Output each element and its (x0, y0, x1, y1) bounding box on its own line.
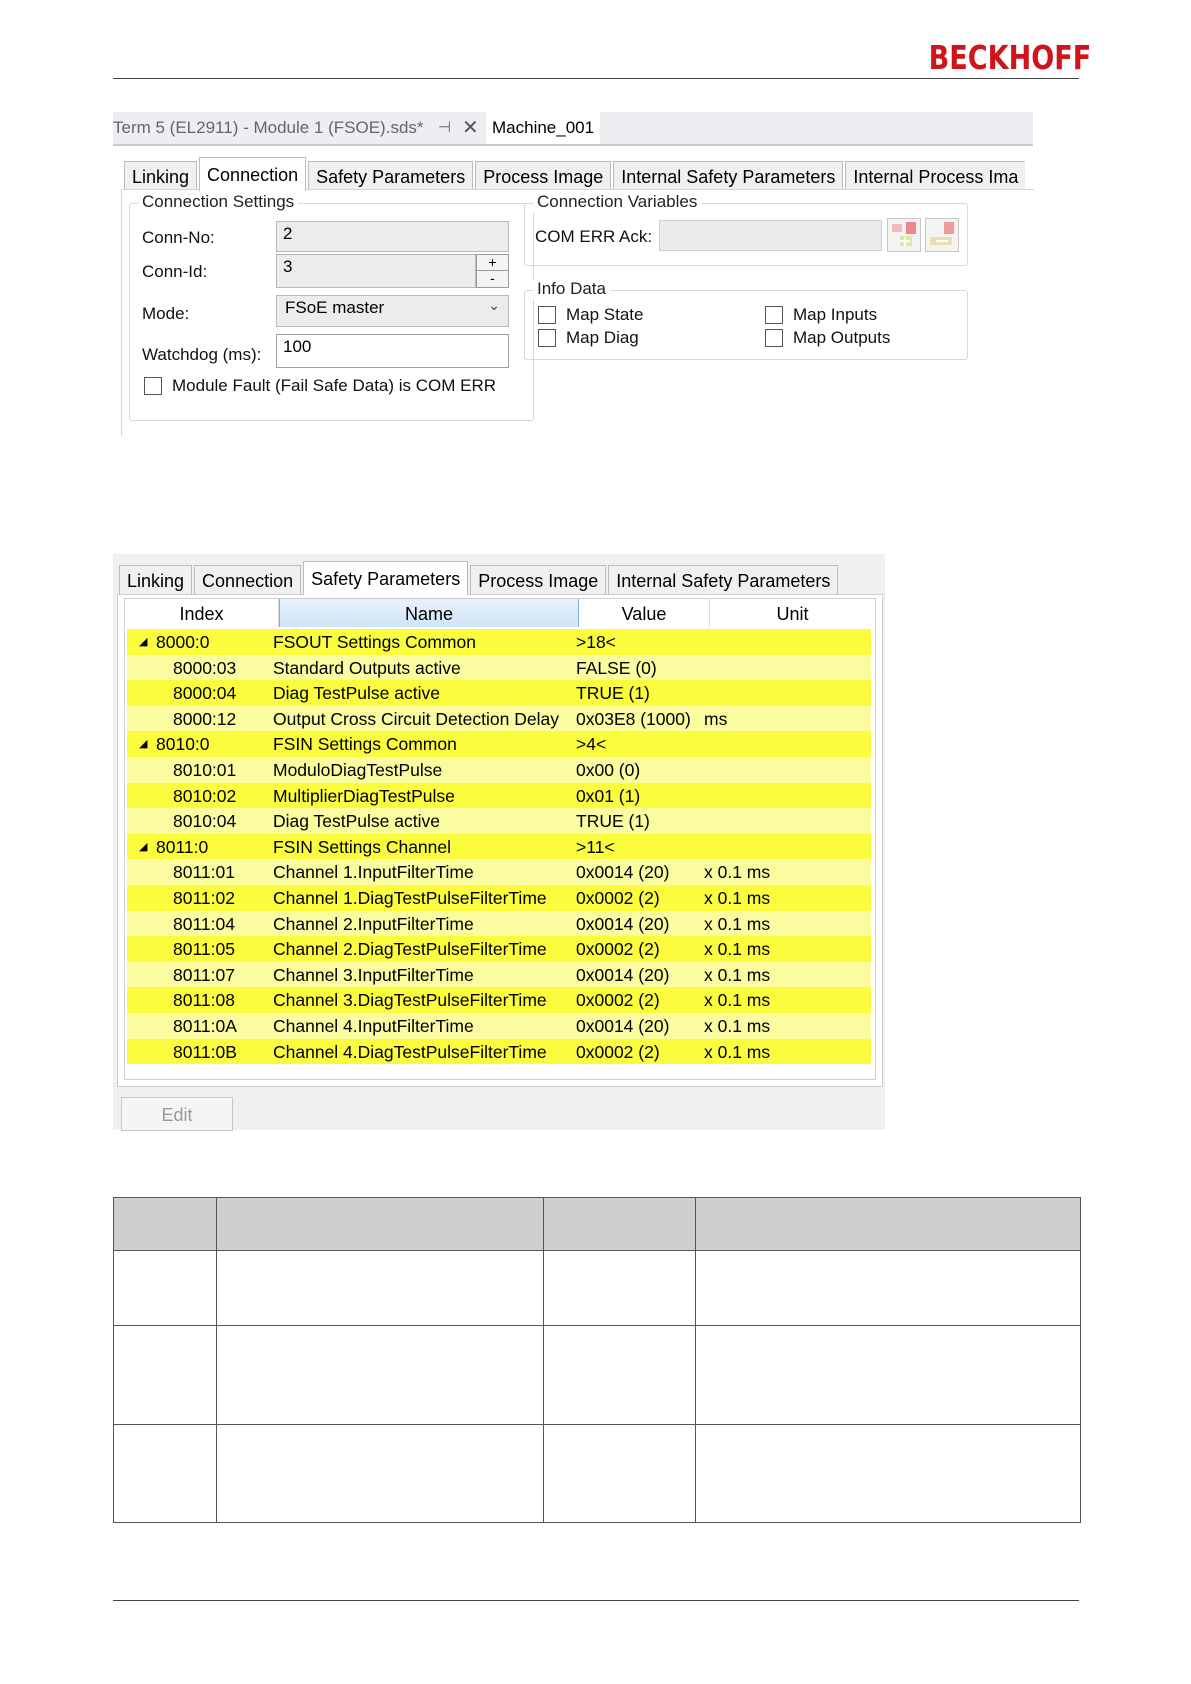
name-cell: Output Cross Circuit Detection Delay (273, 708, 559, 729)
index-cell: 8010:02 (173, 785, 237, 806)
table-row[interactable] (127, 629, 871, 655)
tab-connection[interactable]: Connection (199, 157, 306, 191)
value-cell: 0x01 (1) (576, 785, 641, 806)
tab-internal-safety-parameters[interactable]: Internal Safety Parameters (613, 161, 843, 190)
edit-button[interactable]: Edit (121, 1097, 233, 1131)
connection-settings-title: Connection Settings (138, 192, 298, 212)
add-link-icon (888, 219, 920, 251)
name-cell: FSOUT Settings Common (273, 632, 476, 652)
table-row[interactable] (127, 680, 871, 706)
table-row[interactable] (127, 859, 871, 885)
connection-settings-group (129, 192, 534, 421)
name-cell: Diag TestPulse active (273, 683, 440, 704)
index-cell: 8011:02 (173, 888, 235, 908)
tab-internal-safety-parameters[interactable]: Internal Safety Parameters (608, 565, 838, 594)
value-cell: 0x0002 (2) (576, 1041, 660, 1062)
table-cell (696, 1326, 1081, 1425)
connection-variables-title: Connection Variables (533, 192, 701, 212)
index-cell: 8011:0B (173, 1041, 237, 1062)
name-cell: FSIN Settings Channel (273, 836, 452, 857)
index-cell: 8000:12 (173, 708, 237, 729)
index-cell: 8000:03 (173, 657, 237, 678)
value-cell: 0x0014 (20) (576, 964, 670, 985)
column-header-value[interactable]: Value (579, 599, 710, 627)
table-header-row (114, 1198, 1081, 1251)
module-fault-label: Module Fault (Fail Safe Data) is COM ERR (172, 376, 497, 395)
connection-tab-strip (124, 161, 1027, 191)
pin-icon[interactable]: ⊣ (438, 119, 452, 136)
tab-process-image[interactable]: Process Image (475, 161, 611, 190)
value-cell: FALSE (0) (576, 657, 657, 678)
document-tab-machine[interactable]: Machine_001 (486, 112, 600, 144)
name-cell: Channel 4.DiagTestPulseFilterTime (273, 1041, 547, 1062)
table-cell (544, 1425, 696, 1523)
column-header-unit[interactable]: Unit (710, 599, 875, 627)
expand-triangle-icon[interactable]: ◢ (139, 840, 148, 853)
safety-parameters-screenshot (113, 554, 885, 1130)
table-row[interactable] (127, 987, 871, 1013)
index-cell: 8011:0A (173, 1016, 237, 1036)
parameter-description-table (113, 1197, 1081, 1523)
value-cell: 0x0002 (2) (576, 888, 660, 908)
value-cell: TRUE (1) (576, 811, 650, 832)
name-cell: Channel 4.InputFilterTime (273, 1016, 474, 1036)
connection-panel (121, 189, 1034, 436)
close-icon[interactable]: ✕ (462, 117, 479, 139)
expand-triangle-icon[interactable]: ◢ (139, 636, 148, 648)
table-cell (217, 1251, 544, 1326)
table-row[interactable] (127, 834, 871, 860)
conn-no-label: Conn-No: (142, 228, 215, 247)
table-header-cell (544, 1198, 696, 1251)
header-rule (113, 78, 1079, 79)
value-cell: TRUE (1) (576, 683, 650, 704)
document-tab-module[interactable]: Term 5 (EL2911) - Module 1 (FSOE).sds* (113, 118, 424, 137)
map-diag-label: Map Diag (566, 328, 639, 347)
mode-label: Mode: (142, 304, 190, 323)
table-header-cell (217, 1198, 544, 1251)
map-outputs-checkbox[interactable] (765, 329, 783, 347)
unit-cell: ms (704, 708, 728, 729)
com-err-ack-field (659, 220, 882, 251)
value-cell: 0x0014 (20) (576, 913, 670, 934)
unit-cell: x 0.1 ms (704, 862, 771, 883)
unit-cell: x 0.1 ms (704, 1041, 771, 1062)
conn-no-field: 2 (276, 221, 509, 252)
name-cell: Diag TestPulse active (273, 811, 440, 832)
table-cell (114, 1326, 217, 1425)
unit-cell: x 0.1 ms (704, 913, 771, 934)
mode-value: FSoE master (285, 298, 385, 317)
safety-tab-strip (119, 565, 840, 595)
index-cell: 8011:07 (173, 964, 235, 985)
table-header-cell (114, 1198, 217, 1251)
column-header-index[interactable]: Index (125, 599, 279, 627)
index-cell: 8010:0 (156, 734, 210, 755)
chevron-down-icon: ⌄ (488, 297, 500, 313)
map-state-label: Map State (566, 305, 644, 324)
map-outputs-label: Map Outputs (793, 328, 891, 347)
footer-rule (113, 1600, 1079, 1601)
table-row[interactable] (127, 962, 871, 988)
connection-variables-group (524, 192, 968, 266)
conn-id-label: Conn-Id: (142, 262, 208, 281)
column-header-name[interactable]: Name (279, 599, 579, 627)
safety-parameter-grid (124, 598, 876, 1080)
name-cell: Standard Outputs active (273, 657, 461, 678)
table-row (114, 1425, 1081, 1523)
watchdog-label: Watchdog (ms): (142, 345, 262, 364)
table-cell (696, 1425, 1081, 1523)
table-row[interactable] (127, 757, 871, 783)
table-cell (114, 1251, 217, 1326)
name-cell: Channel 2.InputFilterTime (273, 913, 474, 934)
table-row (114, 1326, 1081, 1425)
index-cell: 8011:08 (173, 990, 235, 1011)
index-cell: 8000:04 (173, 683, 237, 704)
index-cell: 8011:01 (173, 862, 235, 883)
tab-safety-parameters[interactable]: Safety Parameters (303, 561, 468, 595)
table-row[interactable] (127, 911, 871, 937)
conn-id-stepper[interactable] (476, 254, 509, 288)
table-row (114, 1251, 1081, 1326)
connection-screenshot (113, 112, 1033, 435)
com-err-ack-label: COM ERR Ack: (535, 227, 653, 246)
value-cell: >18< (576, 632, 616, 652)
index-cell: 8010:04 (173, 811, 237, 832)
table-cell (696, 1251, 1081, 1326)
name-cell: ModuloDiagTestPulse (273, 760, 443, 780)
table-cell (217, 1326, 544, 1425)
table-cell (544, 1251, 696, 1326)
map-diag-checkbox[interactable] (538, 329, 556, 347)
name-cell: MultiplierDiagTestPulse (273, 785, 455, 806)
stepper-up-button[interactable]: + (477, 255, 508, 271)
name-cell: Channel 3.InputFilterTime (273, 964, 474, 985)
map-inputs-label: Map Inputs (793, 305, 878, 324)
unit-cell: x 0.1 ms (704, 888, 771, 908)
table-cell (114, 1425, 217, 1523)
value-cell: 0x0014 (20) (576, 1016, 670, 1036)
conn-id-field: 3 (276, 254, 476, 288)
table-row[interactable] (127, 808, 871, 834)
index-cell: 8010:01 (173, 760, 237, 780)
remove-link-button[interactable] (925, 218, 959, 252)
index-cell: 8000:0 (156, 632, 210, 652)
unit-cell: x 0.1 ms (704, 964, 771, 985)
value-cell: >11< (576, 836, 615, 857)
value-cell: >4< (576, 734, 607, 755)
table-header-cell (696, 1198, 1081, 1251)
table-cell (217, 1425, 544, 1523)
table-row[interactable] (127, 1039, 871, 1065)
watchdog-input[interactable]: 100 (276, 334, 509, 368)
tab-linking[interactable]: Linking (119, 565, 192, 594)
value-cell: 0x03E8 (1000) (576, 708, 691, 729)
map-inputs-checkbox[interactable] (765, 306, 783, 324)
module-fault-checkbox[interactable] (144, 377, 162, 395)
tab-process-image[interactable]: Process Image (470, 565, 606, 594)
index-cell: 8011:05 (173, 939, 235, 960)
value-cell: 0x00 (0) (576, 760, 641, 780)
unit-cell: x 0.1 ms (704, 990, 771, 1011)
value-cell: 0x0002 (2) (576, 939, 660, 960)
index-cell: 8011:04 (173, 913, 235, 934)
tab-linking[interactable]: Linking (124, 161, 197, 190)
tab-connection[interactable]: Connection (194, 565, 301, 594)
name-cell: Channel 1.DiagTestPulseFilterTime (273, 888, 547, 908)
name-cell: Channel 2.DiagTestPulseFilterTime (273, 939, 547, 960)
value-cell: 0x0002 (2) (576, 990, 660, 1011)
table-row[interactable] (127, 706, 871, 732)
tab-internal-process-image[interactable]: Internal Process Ima (845, 161, 1025, 190)
table-row[interactable] (127, 1013, 871, 1039)
table-row[interactable] (127, 936, 871, 962)
info-data-group (524, 279, 968, 360)
tab-safety-parameters[interactable]: Safety Parameters (308, 161, 473, 190)
document-tab-bar (113, 112, 1033, 146)
expand-triangle-icon[interactable]: ◢ (139, 738, 148, 751)
table-row[interactable] (127, 731, 871, 757)
add-link-button[interactable] (887, 218, 921, 252)
name-cell: Channel 3.DiagTestPulseFilterTime (273, 990, 547, 1011)
table-row[interactable] (127, 655, 871, 681)
name-cell: FSIN Settings Common (273, 734, 457, 755)
info-data-title: Info Data (533, 279, 610, 299)
table-row[interactable] (127, 783, 871, 809)
table-row[interactable] (127, 885, 871, 911)
unit-cell: x 0.1 ms (704, 1016, 771, 1036)
beckhoff-logo: BECKHOFF (928, 38, 1091, 77)
mode-dropdown[interactable] (276, 295, 509, 327)
index-cell: 8011:0 (156, 836, 209, 857)
value-cell: 0x0014 (20) (576, 862, 670, 883)
map-state-checkbox[interactable] (538, 306, 556, 324)
table-cell (544, 1326, 696, 1425)
stepper-down-button[interactable]: - (490, 270, 495, 286)
name-cell: Channel 1.InputFilterTime (273, 862, 474, 883)
remove-link-icon (926, 219, 958, 251)
unit-cell: x 0.1 ms (704, 939, 771, 960)
